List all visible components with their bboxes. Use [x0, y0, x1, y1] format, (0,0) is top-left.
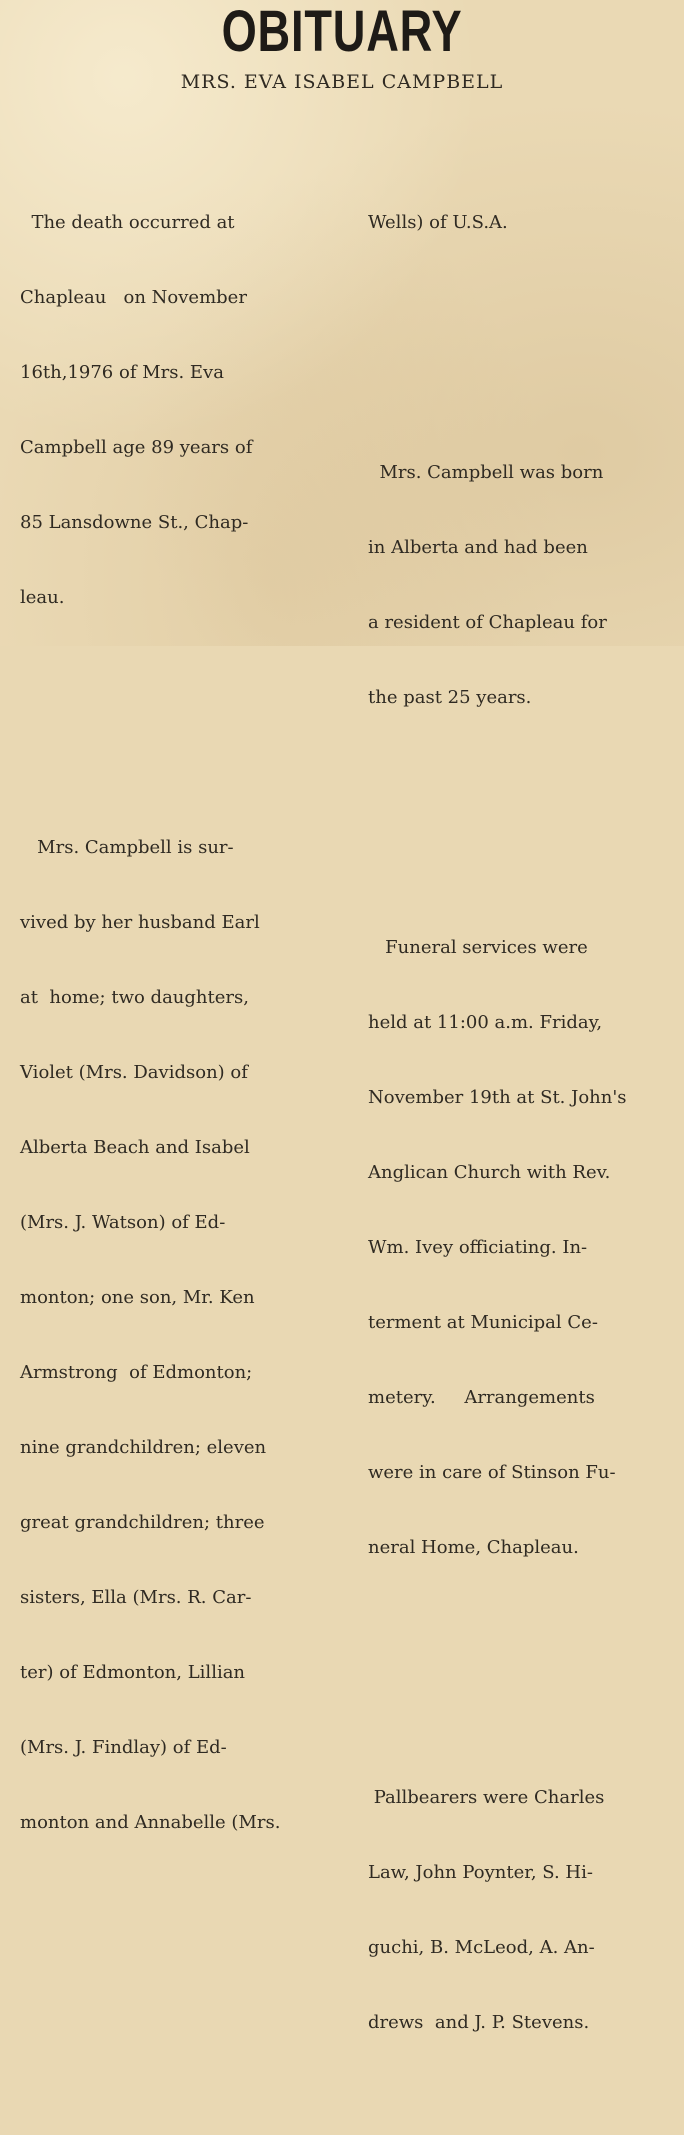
text-line: terment at Municipal Ce- [368, 1312, 598, 1333]
text-line: Armstrong of Edmonton; [20, 1362, 253, 1383]
text-line: The death occurred at [20, 212, 235, 233]
text-line: neral Home, Chapleau. [368, 1537, 579, 1558]
text-line: guchi, B. McLeod, A. An- [368, 1937, 595, 1958]
text-line: Campbell age 89 years of [20, 437, 253, 458]
text-line: held at 11:00 a.m. Friday, [368, 1012, 603, 1033]
text-line: leau. [20, 587, 65, 608]
text-line: monton; one son, Mr. Ken [20, 1287, 255, 1308]
text-line: nine grandchildren; eleven [20, 1437, 267, 1458]
text-line: a resident of Chapleau for [368, 612, 607, 633]
left-column [20, 110, 340, 1935]
text-line: Wm. Ivey officiating. In- [368, 1237, 588, 1258]
text-line: Alberta Beach and Isabel [20, 1137, 250, 1158]
paragraph-funeral-services [368, 885, 680, 1610]
text-line: monton and Annabelle (Mrs. [20, 1812, 281, 1833]
text-line: metery. Arrangements [368, 1387, 595, 1408]
text-line: ter) of Edmonton, Lillian [20, 1662, 246, 1683]
text-line: Wells) of U.S.A. [368, 212, 508, 233]
paragraph-death-notice [20, 160, 340, 660]
text-line: sisters, Ella (Mrs. R. Car- [20, 1587, 252, 1608]
text-line: at home; two daughters, [20, 987, 249, 1008]
right-column [368, 110, 680, 2135]
text-line: the past 25 years. [368, 687, 532, 708]
text-line: Anglican Church with Rev. [368, 1162, 611, 1183]
text-line: November 19th at St. John's [368, 1087, 627, 1108]
text-line: vived by her husband Earl [20, 912, 260, 933]
paragraph-pallbearers [368, 1735, 680, 2085]
text-line: were in care of Stinson Fu- [368, 1462, 616, 1483]
text-line: Mrs. Campbell was born [368, 462, 604, 483]
text-line: Mrs. Campbell is sur- [20, 837, 234, 858]
text-line: Law, John Poynter, S. Hi- [368, 1862, 593, 1883]
headline: OBITUARY [221, 0, 463, 64]
paragraph-survivors [20, 785, 340, 1885]
paragraph-survivors-continued [368, 160, 680, 285]
text-line: (Mrs. J. Watson) of Ed- [20, 1212, 226, 1233]
text-line: Chapleau on November [20, 287, 247, 308]
text-line: great grandchildren; three [20, 1512, 265, 1533]
text-line: 85 Lansdowne St., Chap- [20, 512, 249, 533]
text-line: Violet (Mrs. Davidson) of [20, 1062, 248, 1083]
text-line: 16th,1976 of Mrs. Eva [20, 362, 224, 383]
paragraph-biography [368, 410, 680, 760]
text-line: (Mrs. J. Findlay) of Ed- [20, 1737, 227, 1758]
text-line: Pallbearers were Charles [368, 1787, 605, 1808]
text-line: in Alberta and had been [368, 537, 588, 558]
subheadline: MRS. EVA ISABEL CAMPBELL [180, 71, 504, 93]
text-line: drews and J. P. Stevens. [368, 2012, 590, 2033]
text-line: Funeral services were [368, 937, 588, 958]
